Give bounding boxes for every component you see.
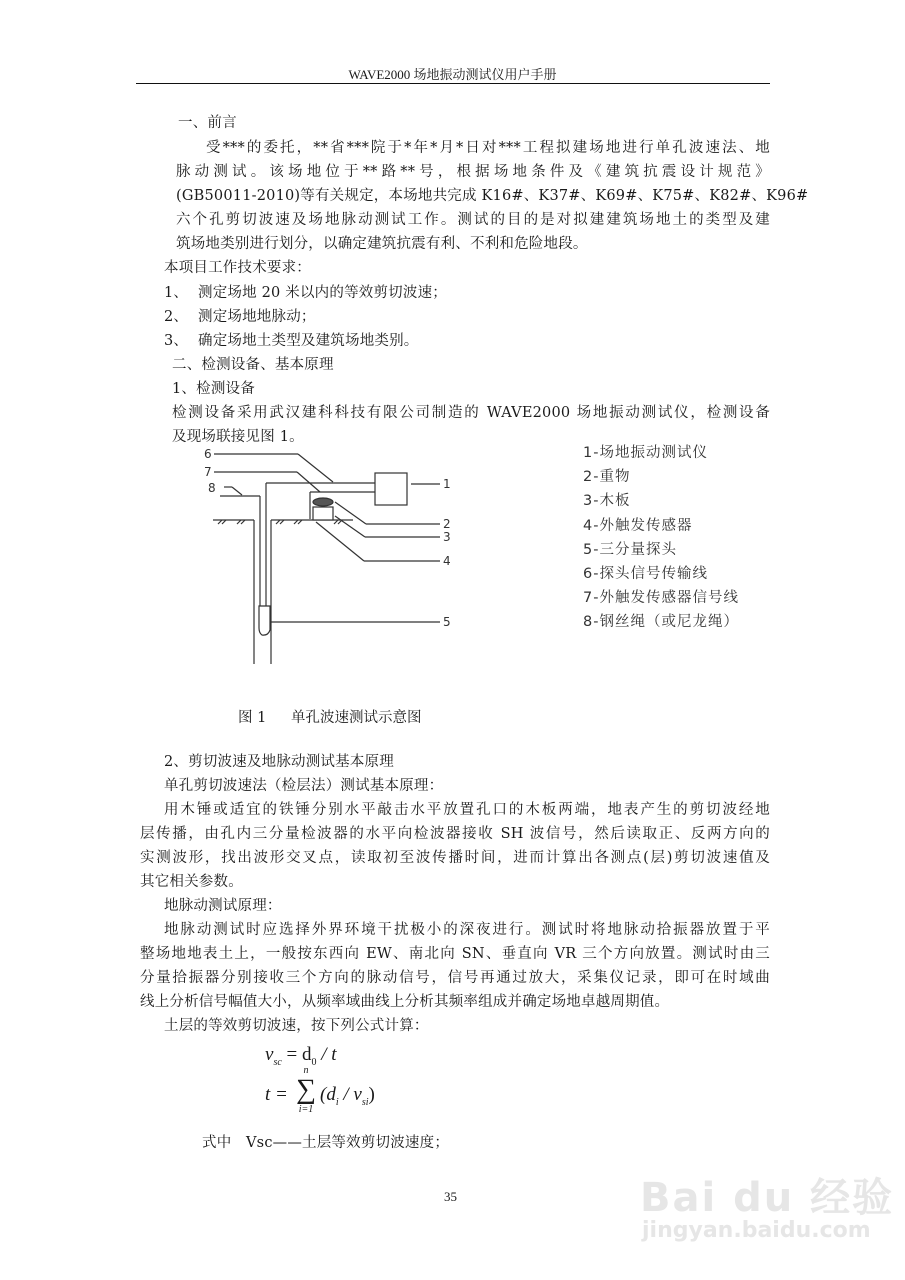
- formula-var: / t: [316, 1044, 337, 1065]
- paragraph-line: 实测波形，找出波形交叉点，读取初至波传播时间，进而计算出各测点(层)剪切波速值及: [140, 850, 770, 866]
- formula-sub: 0: [311, 1056, 317, 1068]
- paragraph-line: 线上分析信号幅值大小，从频率域曲线上分析其频率组成并确定场地卓越周期值。: [140, 994, 670, 1010]
- formula-var: v: [265, 1044, 274, 1065]
- baidu-watermark-logo: Bai du 经验: [640, 1175, 895, 1221]
- legend-item: 6-探头信号传输线: [583, 566, 708, 583]
- callout-3: 3: [443, 530, 451, 544]
- legend-item: 8-钢丝绳（或尼龙绳）: [583, 614, 739, 631]
- formula-sub: si: [361, 1096, 369, 1108]
- definition-text: Vsc——土层等效剪切波速度；: [246, 1135, 450, 1151]
- formula-intro: 土层的等效剪切波速，按下列公式计算：: [164, 1018, 429, 1034]
- formula-var: = d: [286, 1044, 312, 1065]
- paragraph-line: 检测设备采用武汉建科科技有限公司制造的 WAVE2000 场地振动测试仪，检测设备: [172, 405, 770, 421]
- paragraph-line: 地脉动测试时应选择外界环境干扰极小的深夜进行。测试时将地脉动拾振器放置于平: [164, 922, 770, 938]
- figure-caption-text: 单孔波速测试示意图: [291, 710, 422, 726]
- sum-upper: n: [303, 1065, 309, 1076]
- paragraph-line: 整场地地表土上，一般按东西向 EW、南北向 SN、垂直向 VR 三个方向放置。测试时由三: [140, 946, 770, 962]
- callout-1: 1: [443, 477, 451, 491]
- paragraph-line: 分量拾振器分别接收三个方向的脉动信号，信号再通过放大，采集仪记录，即可在时域曲: [140, 970, 770, 986]
- callout-7: 7: [204, 465, 212, 479]
- baidu-watermark-url: jingyan.baidu.com: [642, 1218, 871, 1243]
- formula-var: / v: [338, 1084, 362, 1105]
- section-heading-equipment: 二、检测设备、基本原理: [172, 357, 334, 373]
- requirement-num: 3、: [164, 333, 189, 349]
- paragraph-line: 六个孔剪切波速及场地脉动测试工作。测试的目的是对拟建建筑场地土的类型及建: [176, 212, 770, 228]
- callout-2: 2: [443, 517, 451, 531]
- requirements-title: 本项目工作技术要求：: [164, 260, 311, 276]
- paragraph-line: 用木锤或适宜的铁锤分别水平敲击水平放置孔口的木板两端，地表产生的剪切波经地: [164, 802, 770, 818]
- formula-sub: i: [335, 1096, 339, 1108]
- formula-var: t =: [265, 1084, 288, 1105]
- formula-var: ): [368, 1084, 375, 1105]
- summation: [294, 1066, 318, 1116]
- legend-item: 2-重物: [583, 469, 631, 486]
- requirement-text: 确定场地土类型及建筑场地类别。: [198, 333, 419, 349]
- paragraph-line: (GB50011-2010)等有关规定，本场地共完成 K16#、K37#、K69#、K75#、K82#、K96#: [176, 188, 809, 204]
- figure-legend: [583, 441, 739, 635]
- callout-8: 8: [208, 481, 216, 495]
- legend-item: 5-三分量探头: [583, 541, 677, 558]
- formula-sub: sc: [273, 1056, 282, 1068]
- sigma-icon: ∑: [296, 1074, 316, 1105]
- definition-label: 式中: [202, 1135, 232, 1151]
- callout-5: 5: [443, 615, 451, 629]
- running-header: WAVE2000 场地振动测试仪用户手册: [348, 67, 557, 82]
- requirement-num: 1、: [164, 285, 189, 301]
- paragraph-line: 层传播，由孔内三分量检波器的水平向检波器接收 SH 波信号，然后读取正、反两方向的: [140, 826, 770, 842]
- subsection-heading: 1、检测设备: [172, 381, 255, 397]
- formula-var: (d: [320, 1084, 336, 1105]
- section-heading-preface: 一、前言: [178, 115, 237, 131]
- callout-6: 6: [204, 447, 212, 461]
- requirement-text: 测定场地 20 米以内的等效剪切波速；: [198, 285, 447, 301]
- shear-method-title: 单孔剪切波速法（检层法）测试基本原理：: [164, 778, 444, 794]
- paragraph-line: 脉动测试。该场地位于**路**号，根据场地条件及《建筑抗震设计规范》: [176, 164, 770, 180]
- paragraph-line: 及现场联接见图 1。: [172, 429, 304, 445]
- page-number: 35: [444, 1189, 457, 1204]
- requirement-num: 2、: [164, 309, 189, 325]
- legend-item: 4-外触发传感器: [583, 517, 693, 534]
- borehole-test-diagram: [190, 440, 480, 680]
- paragraph-line: 其它相关参数。: [140, 874, 243, 890]
- paragraph-line: 受***的委托，**省***院于*年*月*日对***工程拟建场地进行单孔波速法、地: [206, 140, 770, 156]
- microtremor-title: 地脉动测试原理：: [164, 898, 282, 914]
- header-rule: [136, 83, 770, 84]
- subsection-heading: 2、剪切波速及地脉动测试基本原理: [164, 754, 394, 770]
- formula-equivalent-velocity: [265, 1044, 337, 1068]
- requirement-text: 测定场地地脉动；: [198, 309, 316, 325]
- callout-4: 4: [443, 554, 451, 568]
- paragraph-line: 筑场地类别进行划分，以确定建筑抗震有利、不利和危险地段。: [176, 236, 588, 252]
- formula-travel-time: [265, 1084, 288, 1106]
- legend-item: 7-外触发传感器信号线: [583, 590, 739, 607]
- figure-caption-number: 图 1: [238, 710, 267, 726]
- legend-item: 1-场地振动测试仪: [583, 445, 708, 461]
- legend-item: 3-木板: [583, 493, 631, 510]
- sum-lower: i=1: [298, 1104, 314, 1115]
- formula-sum-body: [320, 1084, 375, 1108]
